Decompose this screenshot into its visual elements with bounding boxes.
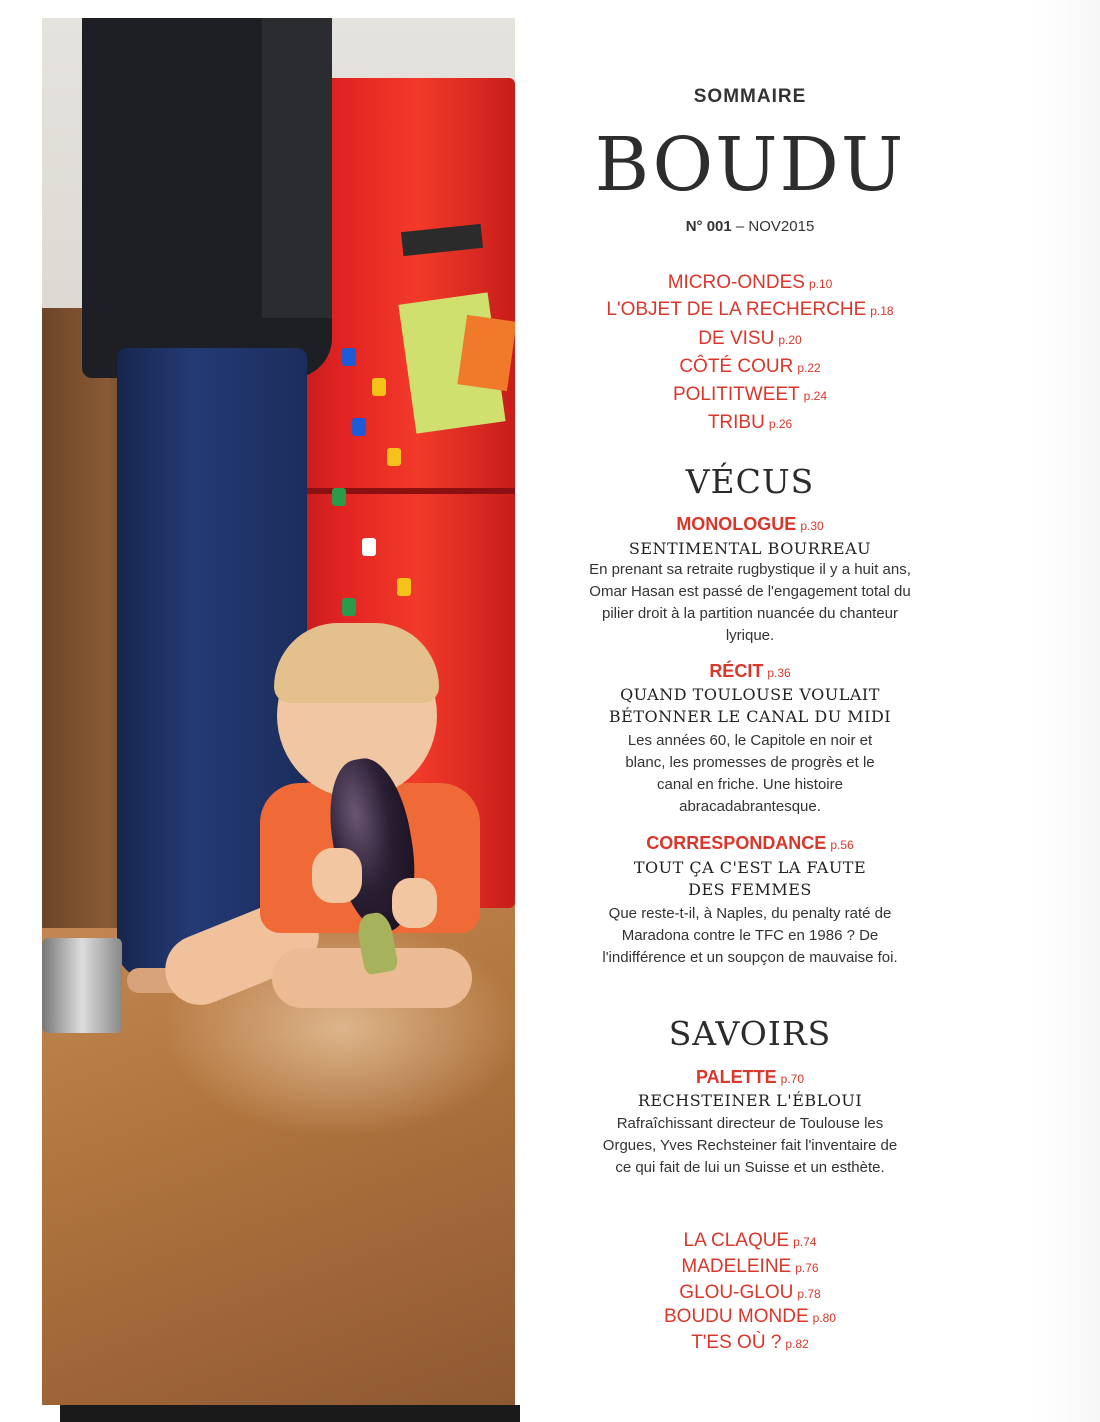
article-rubric[interactable] <box>540 514 960 535</box>
photo-magnet <box>332 488 346 506</box>
toc-item-page: p.82 <box>785 1337 809 1351</box>
toc-item-page: p.20 <box>778 333 802 347</box>
issue-number: N° 001 <box>685 218 732 235</box>
article-headline: RECHSTEINER L'ÉBLOUI <box>637 1091 863 1110</box>
sommaire-label: SOMMAIRE <box>693 86 807 107</box>
section-title-vecus: VÉCUS <box>685 462 815 501</box>
toc-item-title: POLITITWEET <box>672 384 800 405</box>
toc-item-title: GLOU-GLOU <box>679 1282 794 1303</box>
toc-item-title: T'ES OÙ ? <box>691 1332 782 1353</box>
article-rubric[interactable] <box>540 833 960 854</box>
toc-item-page: p.80 <box>812 1311 836 1325</box>
scan-bottom-shadow <box>60 1405 520 1422</box>
rubric-page: p.30 <box>800 519 824 533</box>
issue-date: NOV2015 <box>748 218 815 235</box>
toc-item[interactable] <box>540 273 960 292</box>
rubric-label: RÉCIT <box>709 661 764 681</box>
article-headline: QUAND TOULOUSE VOULAIT BÉTONNER LE CANAL DU MIDI <box>608 685 892 726</box>
photo-magnet <box>372 378 386 396</box>
photo-magnet <box>342 598 356 616</box>
toc-item[interactable] <box>540 1283 960 1302</box>
rubric-label: CORRESPONDANCE <box>646 833 827 853</box>
toc-item-page: p.26 <box>768 417 793 431</box>
photo-note-orange <box>457 315 515 391</box>
toc-item-title: DE VISU <box>698 328 775 349</box>
toc-item[interactable] <box>540 1333 960 1352</box>
toc-item-title: MADELEINE <box>681 1256 792 1277</box>
article-headline: SENTIMENTAL BOURREAU <box>628 539 872 558</box>
article-rubric[interactable] <box>540 1067 960 1088</box>
photo-baby-hand <box>392 878 437 928</box>
issue-line <box>540 218 960 235</box>
toc-item-title: MICRO-ONDES <box>667 272 805 293</box>
toc-item[interactable] <box>540 1231 960 1250</box>
article-blurb: Rafraîchissant directeur de Toulouse les Orgues, Yves Rechsteiner fait l'inventaire de ce qui fait de lui un Suisse et un esthète. <box>602 1115 898 1176</box>
rubric-label: MONOLOGUE <box>676 514 797 534</box>
toc-item-page: p.76 <box>795 1261 819 1275</box>
toc-item-title: TRIBU <box>707 412 765 433</box>
toc-item-page: p.22 <box>797 361 821 375</box>
photo-magnet <box>362 538 376 556</box>
toc-item[interactable] <box>540 1307 960 1326</box>
toc-item-page: p.18 <box>870 304 894 318</box>
magazine-title: BOUDU <box>594 122 906 208</box>
rubric-label: PALETTE <box>695 1067 777 1087</box>
photo-adult-arm <box>262 18 332 318</box>
toc-item[interactable] <box>540 413 960 432</box>
toc-item-title: LA CLAQUE <box>683 1230 790 1251</box>
photo-baby-hand <box>312 848 362 903</box>
toc-item[interactable] <box>540 300 960 319</box>
toc-item-page: p.78 <box>797 1287 821 1301</box>
rubric-page: p.56 <box>830 838 854 852</box>
article-headline: TOUT ÇA C'EST LA FAUTE DES FEMMES <box>633 858 867 899</box>
photo-magnet <box>397 578 411 596</box>
toc-item-page: p.10 <box>808 277 833 291</box>
toc-item-title: L'OBJET DE LA RECHERCHE <box>606 299 867 320</box>
toc-item-page: p.24 <box>803 389 828 403</box>
rubric-page: p.70 <box>780 1072 805 1086</box>
rubric-page: p.36 <box>767 666 791 680</box>
photo-magnet <box>387 448 401 466</box>
article-blurb: Les années 60, le Capitole en noir et blanc, les promesses de progrès et le canal en friche. Une histoire abracadabrantesque. <box>625 732 875 815</box>
toc-item[interactable] <box>540 1257 960 1276</box>
toc-item[interactable] <box>540 357 960 376</box>
article-rubric[interactable] <box>540 661 960 682</box>
cover-photo <box>42 18 515 1405</box>
photo-pot <box>42 938 122 1033</box>
issue-separator: – <box>731 218 749 235</box>
scan-margin-left <box>0 0 42 1422</box>
scan-margin-right <box>1030 0 1100 1422</box>
toc-item-title: BOUDU MONDE <box>664 1306 809 1327</box>
photo-magnet <box>352 418 366 436</box>
article-blurb: Que reste-t-il, à Naples, du penalty raté de Maradona contre le TFC en 1986 ? De l'indifférence et un soupçon de mauvaise foi. <box>602 905 898 966</box>
section-title-savoirs: SAVOIRS <box>668 1014 832 1053</box>
toc-item[interactable] <box>540 329 960 348</box>
photo-magnet <box>342 348 356 366</box>
table-of-contents <box>540 0 960 1400</box>
article-blurb: En prenant sa retraite rugbystique il y a huit ans, Omar Hasan est passé de l'engagement total du pilier droit à la partition nuancée du chanteur lyrique. <box>589 561 911 644</box>
toc-item-title: CÔTÉ COUR <box>679 356 794 377</box>
toc-item-page: p.74 <box>793 1235 817 1249</box>
toc-item[interactable] <box>540 385 960 404</box>
photo-fridge-door-line <box>272 488 515 494</box>
